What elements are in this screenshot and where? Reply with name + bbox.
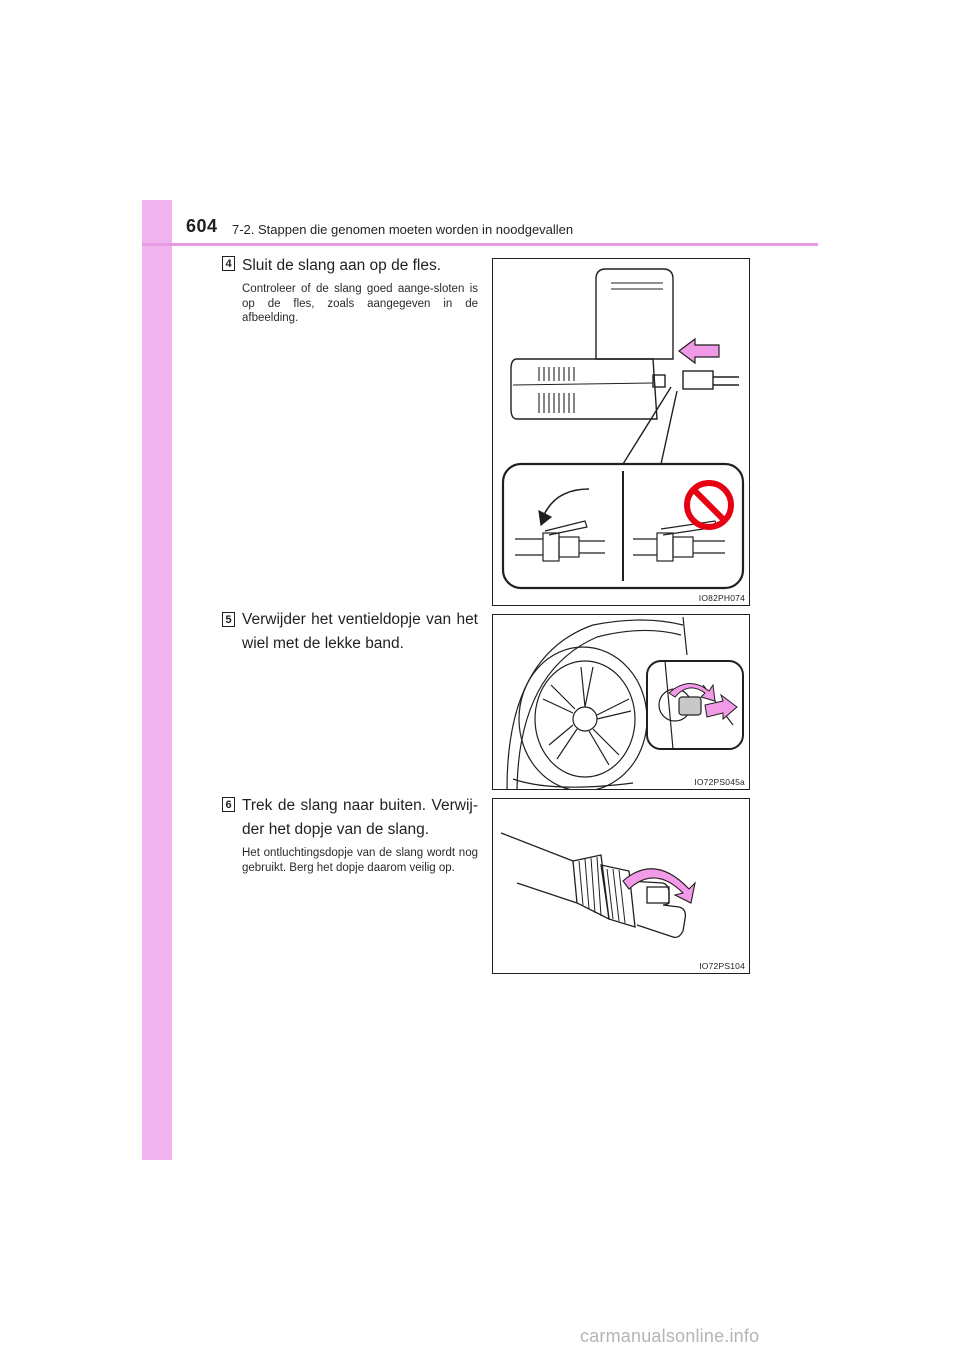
- section-title: 7-2. Stappen die genomen moeten worden in noodgevallen: [232, 222, 574, 237]
- chapter-side-band: [142, 200, 172, 1160]
- figure-valve-cap: [492, 614, 750, 790]
- figure-code: IO72PS104: [699, 961, 745, 971]
- figure-code: IO72PS045a: [694, 777, 745, 787]
- step-title: Verwijder het ventieldopje van het wiel met de lekke band.: [242, 611, 478, 652]
- footer-watermark: carmanualsonline.info: [580, 1326, 760, 1346]
- step-number-badge: 4: [222, 256, 235, 271]
- step-number-badge: 6: [222, 797, 235, 812]
- figure-code: IO82PH074: [698, 593, 745, 603]
- step-title: Sluit de slang aan op de fles.: [242, 257, 442, 274]
- hose-cap-illustration: [493, 799, 749, 973]
- figure-hose-cap: [492, 798, 750, 974]
- header-rule: [142, 243, 818, 246]
- step-title: Trek de slang naar buiten. Verwij-der het dopje van de slang.: [242, 797, 478, 838]
- hose-bottle-illustration: [493, 259, 749, 605]
- step-note: Controleer of de slang goed aange-sloten is op de fles, zoals aangegeven in de afbeelding.: [242, 283, 478, 324]
- rotate-arrow-icon: [623, 869, 695, 903]
- figure-hose-to-bottle: [492, 258, 750, 606]
- step-note: Het ontluchtingsdopje van de slang wordt nog gebruikt. Berg het dopje daarom veilig op.: [242, 847, 478, 874]
- page-number: 604: [186, 216, 218, 236]
- direction-arrow-icon: [679, 339, 719, 363]
- wheel-valve-illustration: [493, 615, 749, 789]
- step-number-badge: 5: [222, 612, 235, 627]
